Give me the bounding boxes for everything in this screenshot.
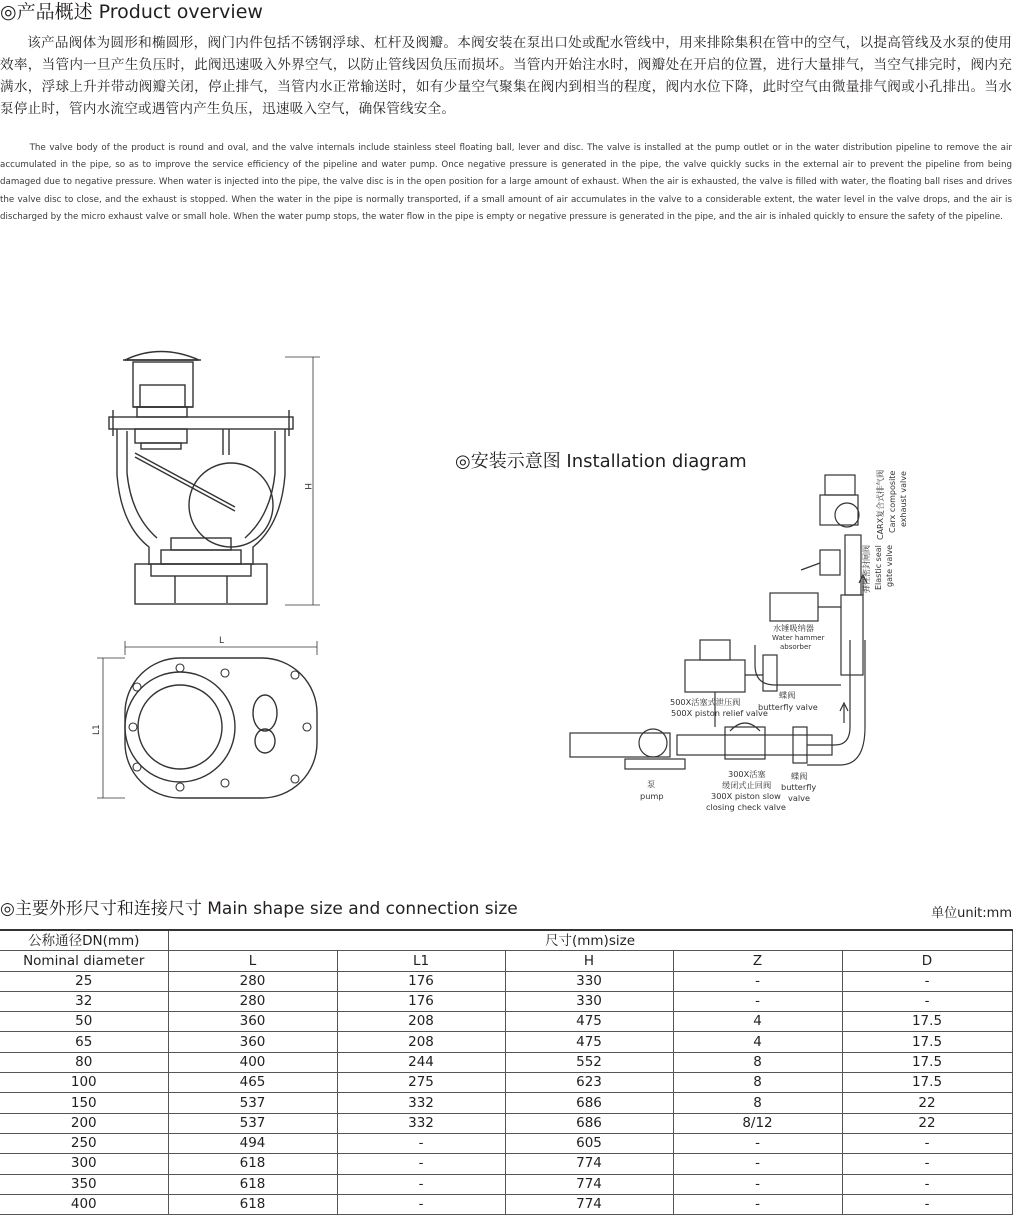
cell-d: - <box>842 991 1012 1011</box>
header-col-d: D <box>842 951 1012 971</box>
table-row <box>0 1194 1012 1214</box>
cell-z: - <box>673 1174 842 1194</box>
label-hammer-en2: absorber <box>780 643 812 651</box>
cell-dn: 250 <box>0 1133 168 1153</box>
cell-z: - <box>673 971 842 991</box>
cell-l1: 208 <box>337 1032 505 1052</box>
overview-text-en: The valve body of the product is round and oval, and the valve internals include stainless steel floating ball, lever and disc. The valve is installed at the pump outlet or in the water distribution pipeline to remove the air accumulated in the pipe, so as to improve the service efficiency of the pipeline and water pump. Once negative pressure is generated in the pipe, the valve quickly sucks in the external air to prevent the pipeline from being damaged due to negative pressure. When water is injected into the pipe, the valve disc is in the open position for a large amount of exhaust. When the air is exhausted, the valve is filled with water, the floating ball rises and drives the valve disc to close, and the exhaust is stopped. When the water in the pipe is normally transported, if a small amount of air accumulates in the valve to a considerable extent, the water level in the valve drops, and the air is discharged by the micro exhaust valve or small hole. When the water pump stops, the water flow in the pipe is empty or negative pressure is generated in the pipe, and the air is inhaled quickly to ensure the safety of the pipeline. <box>0 143 1012 222</box>
cell-l1: - <box>337 1174 505 1194</box>
label-check-zh1: 300X活塞 <box>728 769 766 779</box>
cell-l: 618 <box>168 1194 337 1214</box>
cell-l: 618 <box>168 1154 337 1174</box>
table-row <box>0 1113 1012 1133</box>
cell-h: 686 <box>505 1113 673 1133</box>
cell-l: 360 <box>168 1012 337 1032</box>
header-dn-en: Nominal diameter <box>0 951 168 971</box>
label-hammer-en1: Water hammer <box>772 634 825 642</box>
cell-l: 360 <box>168 1032 337 1052</box>
overview-text-zh: 该产品阀体为圆形和椭圆形，阀门内件包括不锈钢浮球、杠杆及阀瓣。本阀安装在泵出口处或配水管线中，用来排除集积在管中的空气，以提高管线及水泵的使用效率，当管内一旦产生负压时，此阀迅速吸入外界空气，以防止管线因负压而损坏。当管内开始注水时，阀瓣处在开启的位置，进行大量排气，当空气排完时，阀内充满水，浮球上升并带动阀瓣关闭，停止排气，当管内水正常输送时，如有少量空气聚集在阀内到相当的程度，阀内水位下降，此时空气由微量排气阀或小孔排出。当水泵停止时，管内水流空或遇管内产生负压，迅速吸入空气，确保管线安全。 <box>0 35 1012 117</box>
cell-d: - <box>842 971 1012 991</box>
cell-dn: 32 <box>0 991 168 1011</box>
cell-dn: 300 <box>0 1154 168 1174</box>
label-pump-zh: 泵 <box>647 779 656 789</box>
cell-d: 17.5 <box>842 1012 1012 1032</box>
cell-d: - <box>842 1194 1012 1214</box>
cell-h: 475 <box>505 1032 673 1052</box>
cell-dn: 200 <box>0 1113 168 1133</box>
cell-dn: 65 <box>0 1032 168 1052</box>
cell-h: 774 <box>505 1154 673 1174</box>
table-row <box>0 1093 1012 1113</box>
label-butterfly2-en2: valve <box>788 793 811 803</box>
table-row <box>0 1012 1012 1032</box>
label-gate-zh: 弹性密封闸阀 <box>862 545 871 593</box>
cell-h: 552 <box>505 1052 673 1072</box>
label-relief-en: 500X piston relief valve <box>671 708 768 718</box>
cell-l1: 244 <box>337 1052 505 1072</box>
cell-z: 8/12 <box>673 1113 842 1133</box>
header-col-h: H <box>505 951 673 971</box>
cell-dn: 400 <box>0 1194 168 1214</box>
cell-l: 465 <box>168 1073 337 1093</box>
cell-h: 330 <box>505 971 673 991</box>
label-carx-en1: Carx composite <box>888 470 897 533</box>
cell-d: 22 <box>842 1113 1012 1133</box>
label-hammer-zh: 水锤吸纳器 <box>773 623 814 633</box>
label-check-zh2: 缓闭式止回阀 <box>722 780 772 790</box>
installation-diagram <box>565 465 915 820</box>
cell-l1: 208 <box>337 1012 505 1032</box>
cell-l1: 332 <box>337 1093 505 1113</box>
cell-z: 8 <box>673 1073 842 1093</box>
cell-dn: 25 <box>0 971 168 991</box>
cell-l: 618 <box>168 1174 337 1194</box>
table-row <box>0 1154 1012 1174</box>
header-size: 尺寸(mm)size <box>168 930 1012 951</box>
table-row <box>0 1052 1012 1072</box>
cell-h: 774 <box>505 1174 673 1194</box>
table-header-row <box>0 951 1012 971</box>
cell-h: 330 <box>505 991 673 1011</box>
cell-z: 8 <box>673 1093 842 1113</box>
valve-drawing <box>92 335 335 805</box>
cell-l1: - <box>337 1194 505 1214</box>
table-row <box>0 1073 1012 1093</box>
cell-l: 537 <box>168 1093 337 1113</box>
cell-d: 17.5 <box>842 1052 1012 1072</box>
table-row <box>0 1032 1012 1052</box>
dim-h-label: H <box>302 483 312 490</box>
table-row <box>0 991 1012 1011</box>
dimensions-table <box>0 929 1013 1215</box>
cell-z: 4 <box>673 1012 842 1032</box>
label-butterfly1-zh: 蝶阀 <box>779 690 796 700</box>
unit-label: 单位unit:mm <box>931 906 1012 921</box>
cell-z: - <box>673 1133 842 1153</box>
cell-dn: 80 <box>0 1052 168 1072</box>
label-relief-zh: 500X活塞式泄压阀 <box>670 697 741 707</box>
overview-title: ◎产品概述 Product overview <box>0 1 263 23</box>
dimensions-title: ◎主要外形尺寸和连接尺寸 Main shape size and connection size <box>0 899 518 919</box>
cell-z: 8 <box>673 1052 842 1072</box>
cell-l1: 275 <box>337 1073 505 1093</box>
cell-l1: - <box>337 1133 505 1153</box>
label-pump-en: pump <box>640 791 664 801</box>
cell-l: 400 <box>168 1052 337 1072</box>
cell-h: 774 <box>505 1194 673 1214</box>
cell-l: 537 <box>168 1113 337 1133</box>
dim-l1-label: L1 <box>92 724 102 735</box>
label-check-en2: closing check valve <box>706 802 786 812</box>
cell-h: 623 <box>505 1073 673 1093</box>
cell-dn: 150 <box>0 1093 168 1113</box>
cell-l1: 176 <box>337 971 505 991</box>
cell-h: 686 <box>505 1093 673 1113</box>
cell-l1: 176 <box>337 991 505 1011</box>
label-gate-en1: Elastic seal <box>874 545 883 590</box>
cell-h: 475 <box>505 1012 673 1032</box>
cell-z: - <box>673 1154 842 1174</box>
cell-dn: 50 <box>0 1012 168 1032</box>
label-butterfly2-en1: butterfly <box>781 782 817 792</box>
header-col-l1: L1 <box>337 951 505 971</box>
cell-d: - <box>842 1133 1012 1153</box>
table-header-row <box>0 930 1012 951</box>
cell-z: - <box>673 991 842 1011</box>
cell-l1: 332 <box>337 1113 505 1133</box>
cell-d: 17.5 <box>842 1032 1012 1052</box>
label-carx-zh: CARX复合式排气阀 <box>876 469 885 540</box>
label-check-en1: 300X piston slow <box>711 791 781 801</box>
dim-l-label: L <box>219 636 225 646</box>
cell-h: 605 <box>505 1133 673 1153</box>
cell-l: 280 <box>168 971 337 991</box>
table-body <box>0 971 1012 1215</box>
label-carx-en2: exhaust valve <box>899 471 908 527</box>
label-gate-en2: gate valve <box>885 544 894 587</box>
cell-l: 280 <box>168 991 337 1011</box>
cell-l: 494 <box>168 1133 337 1153</box>
header-dn-zh: 公称通径DN(mm) <box>0 930 168 951</box>
cell-d: - <box>842 1174 1012 1194</box>
cell-z: 4 <box>673 1032 842 1052</box>
installation-title: ◎安装示意图 Installation diagram <box>455 451 747 472</box>
table-row <box>0 1133 1012 1153</box>
table-row <box>0 1174 1012 1194</box>
cell-d: 22 <box>842 1093 1012 1113</box>
cell-dn: 100 <box>0 1073 168 1093</box>
cell-z: - <box>673 1194 842 1214</box>
cell-d: - <box>842 1154 1012 1174</box>
label-butterfly1-en: butterfly valve <box>758 702 818 712</box>
cell-dn: 350 <box>0 1174 168 1194</box>
table-row <box>0 971 1012 991</box>
header-col-z: Z <box>673 951 842 971</box>
header-col-l: L <box>168 951 337 971</box>
label-butterfly2-zh: 蝶阀 <box>791 771 808 781</box>
cell-d: 17.5 <box>842 1073 1012 1093</box>
cell-l1: - <box>337 1154 505 1174</box>
